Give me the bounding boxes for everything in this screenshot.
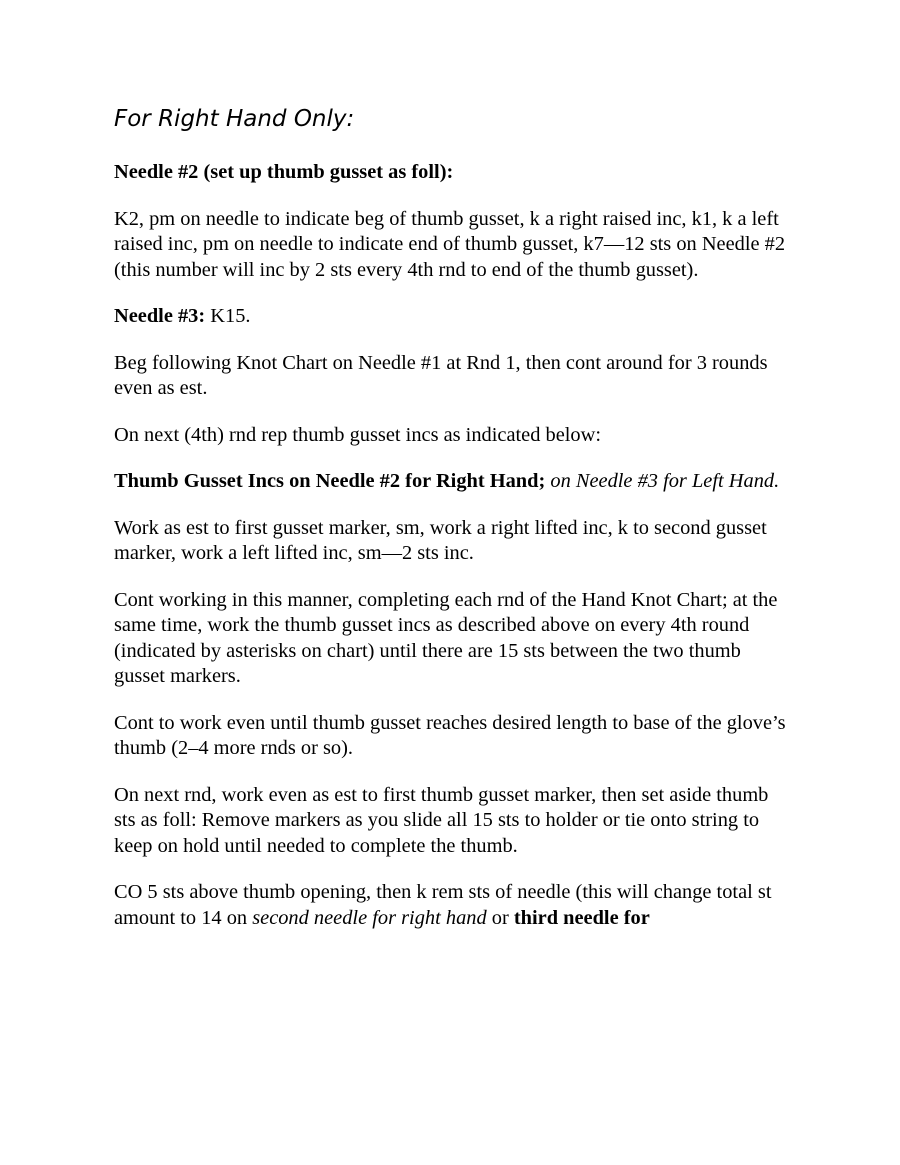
cast-on-italic: second needle for right hand	[252, 906, 487, 929]
paragraph-gusset-incs-header	[114, 469, 794, 495]
paragraph-needle-2-header	[114, 160, 794, 186]
paragraph-needle-2-instructions: K2, pm on needle to indicate beg of thumb gusset, k a right raised inc, k1, k a left raised inc, pm on needle to indicate end of thumb gusset, k7—12 sts on Needle #2 (this number will inc by 2 sts every 4th rnd to end of the thumb gusset).	[114, 207, 786, 281]
needle-2-label: Needle #2 (set up thumb gusset as foll):	[114, 161, 454, 183]
paragraph-set-aside-thumb: On next rnd, work even as est to first thumb gusset marker, then set aside thumb sts as foll: Remove markers as you slide all 15 sts to holder or tie onto string to keep on hold until needed to complete the thumb.	[114, 783, 769, 857]
paragraph-next-round: On next (4th) rnd rep thumb gusset incs as indicated below:	[114, 423, 602, 446]
gusset-incs-label: Thumb Gusset Incs on Needle #2 for Right Hand;	[114, 470, 546, 492]
paragraph-cast-on	[114, 880, 794, 931]
paragraph-knot-chart: Beg following Knot Chart on Needle #1 at Rnd 1, then cont around for 3 rounds even as est.	[114, 351, 768, 399]
paragraph-cont-working: Cont working in this manner, completing each rnd of the Hand Knot Chart; at the same time, work the thumb gusset incs as described above on every 4th round (indicated by asterisks on chart) until there are 15 sts between the two thumb gusset markers.	[114, 588, 778, 687]
paragraph-work-as-est: Work as est to first gusset marker, sm, work a right lifted inc, k to second gusset marker, work a left lifted inc, sm—2 sts inc.	[114, 516, 767, 564]
section-heading: For Right Hand Only:	[114, 106, 355, 132]
gusset-incs-left-hand: on Needle #3 for Left Hand.	[545, 470, 780, 492]
needle-3-text: K15.	[205, 305, 251, 327]
paragraph-needle-3	[114, 304, 794, 330]
document-page	[114, 104, 794, 952]
cast-on-text-1: CO 5 sts above thumb opening, then k rem sts of needle (this will change total st amount to 14 on	[114, 881, 772, 929]
paragraph-work-even: Cont to work even until thumb gusset reaches desired length to base of the glove’s thumb (2–4 more rnds or so).	[114, 711, 786, 759]
cast-on-bold: third needle for	[513, 906, 650, 929]
needle-3-label: Needle #3:	[114, 305, 206, 327]
cast-on-text-2: or	[486, 906, 514, 929]
